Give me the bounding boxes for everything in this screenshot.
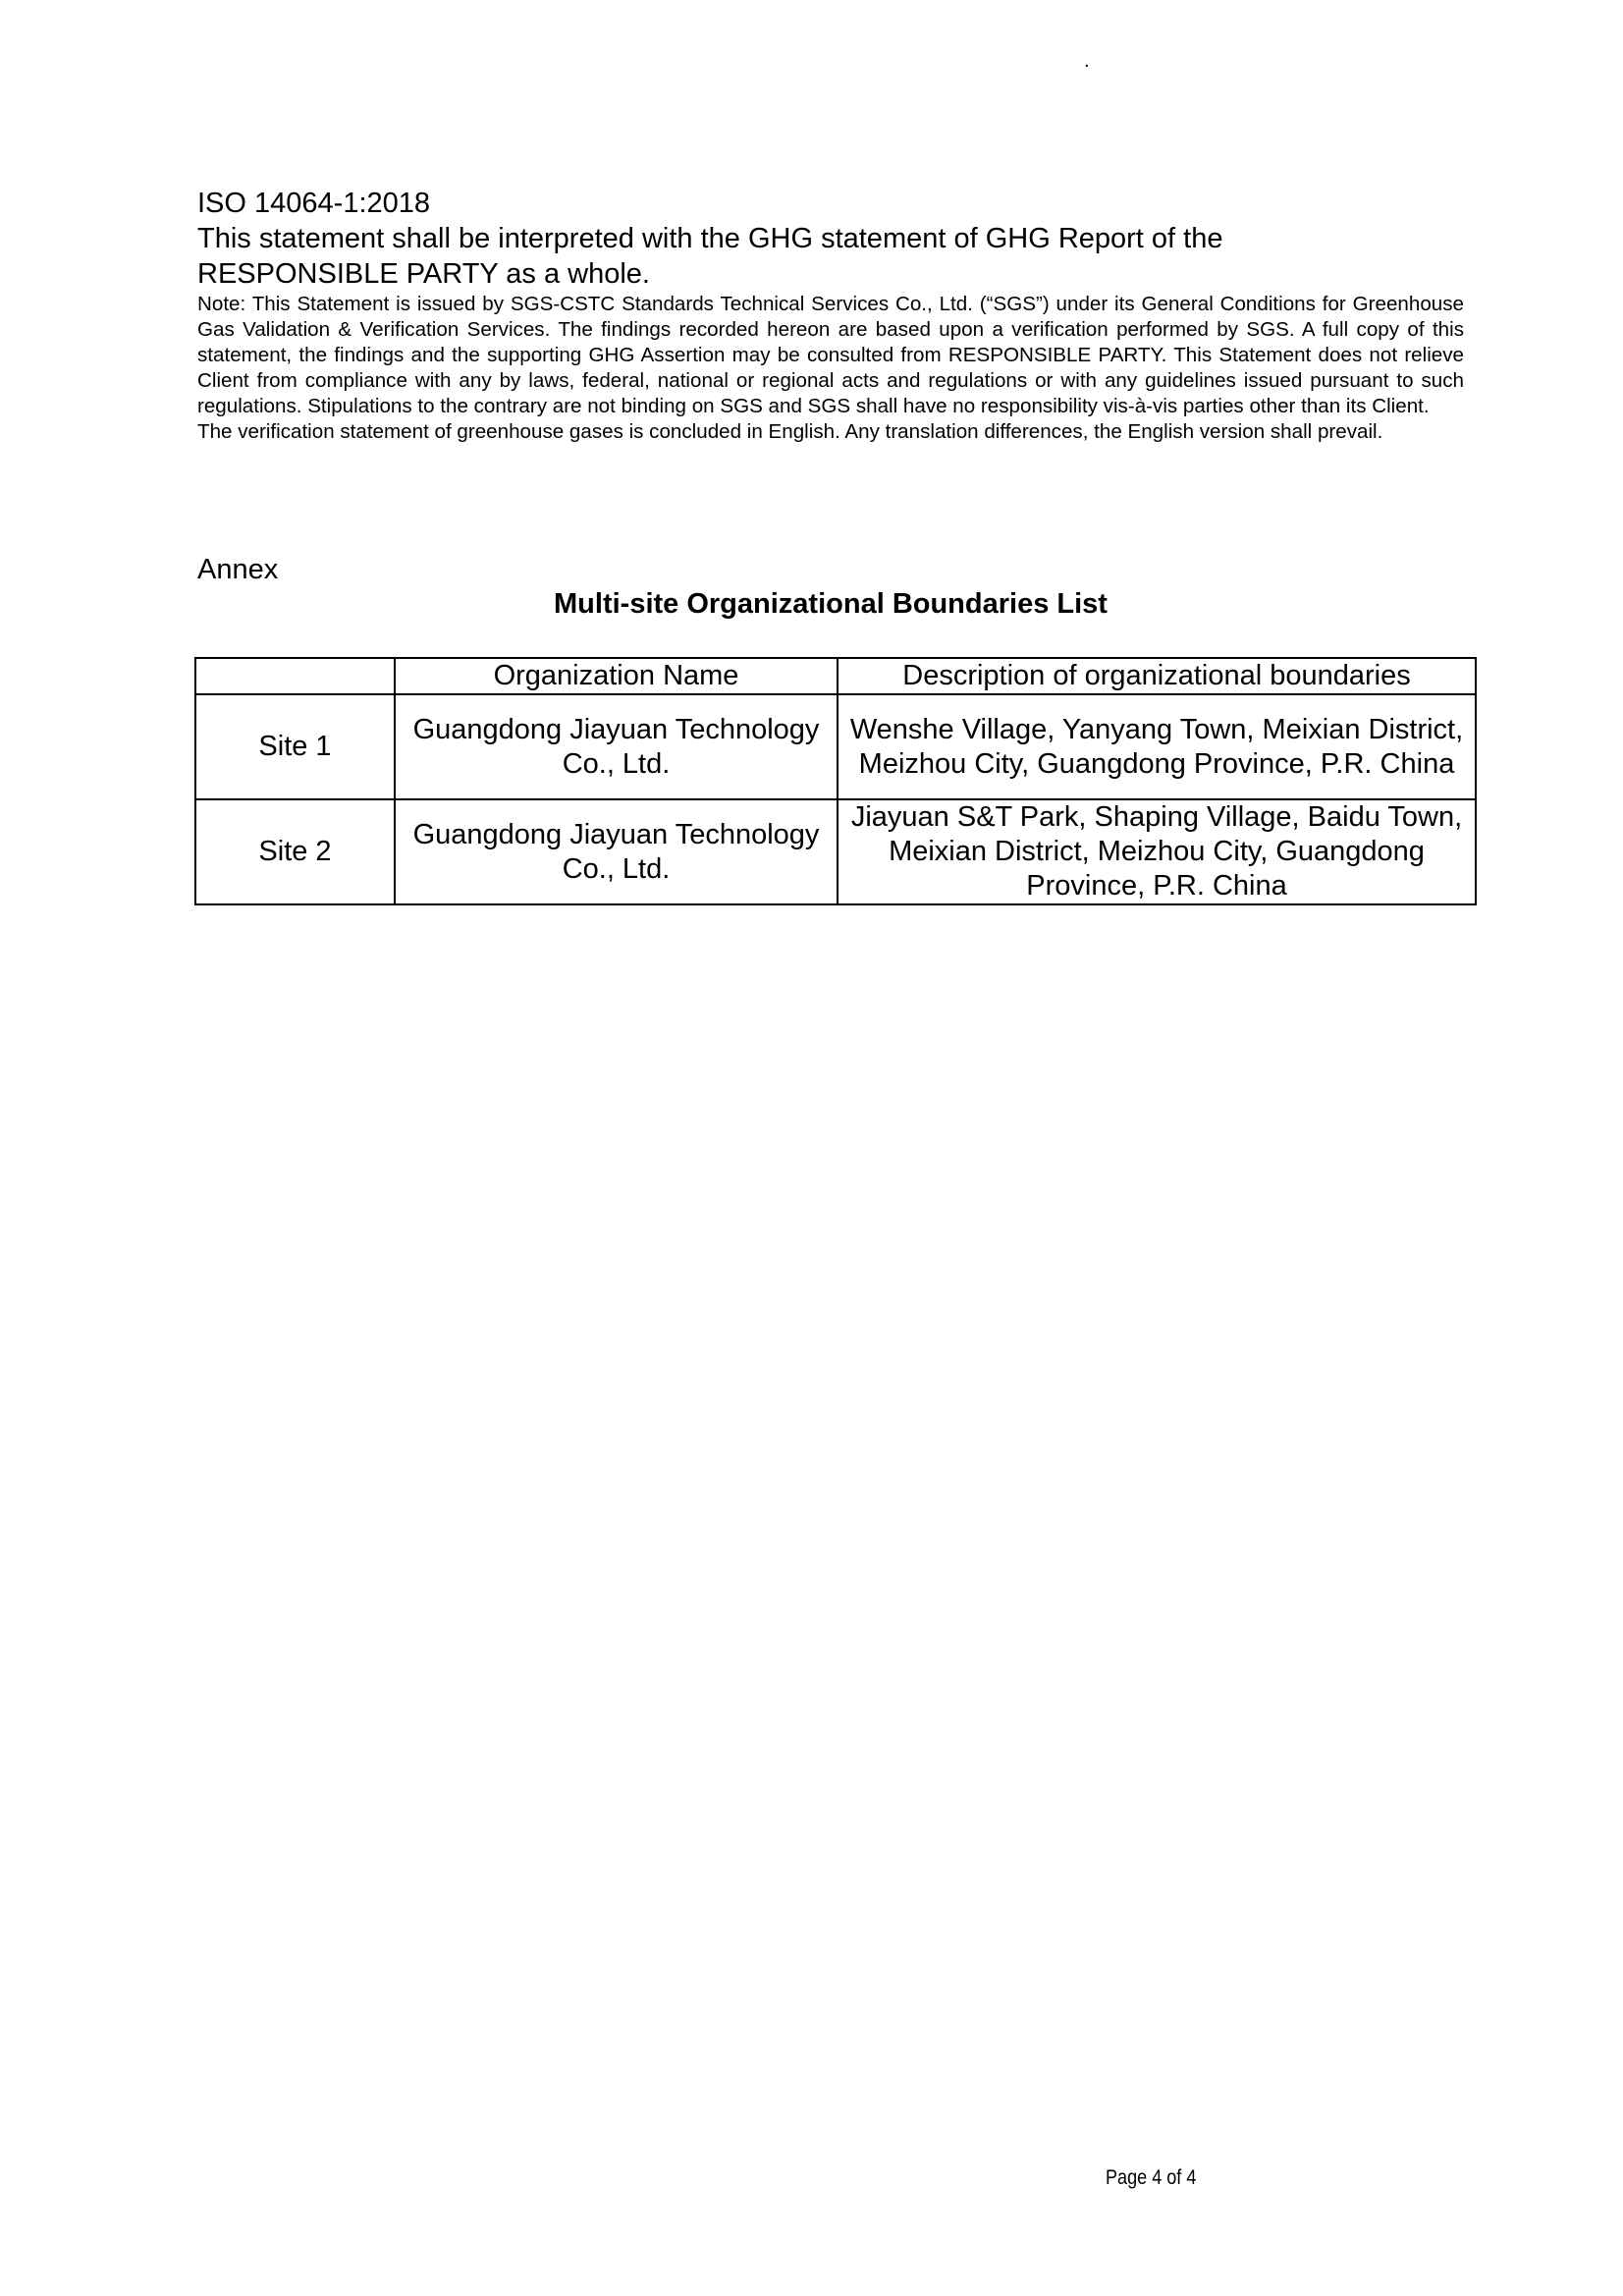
standard-reference: ISO 14064-1:2018 bbox=[197, 188, 431, 219]
header-cell-description: Description of organizational boundaries bbox=[838, 658, 1476, 694]
interpretation-line-2: RESPONSIBLE PARTY as a whole. bbox=[197, 258, 650, 290]
statement-block bbox=[197, 186, 1464, 445]
description-cell: Wenshe Village, Yanyang Town, Meixian District, Meizhou City, Guangdong Province, P.R. China bbox=[838, 694, 1476, 799]
interpretation-line-1: This statement shall be interpreted with the GHG statement of GHG Report of the bbox=[197, 223, 1223, 254]
table-row bbox=[195, 799, 1476, 904]
site-cell: Site 2 bbox=[195, 799, 395, 904]
table-row bbox=[195, 694, 1476, 799]
site-cell: Site 1 bbox=[195, 694, 395, 799]
table-title: Multi-site Organizational Boundaries List bbox=[554, 588, 1108, 620]
table-header-row bbox=[195, 658, 1476, 694]
boundaries-table bbox=[194, 657, 1477, 905]
annex-heading: Annex bbox=[197, 554, 279, 585]
organization-cell: Guangdong Jiayuan Technology Co., Ltd. bbox=[395, 694, 838, 799]
page-number: Page 4 of 4 bbox=[1106, 2166, 1197, 2189]
legal-note: Note: This Statement is issued by SGS-CSTC Standards Technical Services Co., Ltd. (“SGS”) under its General Conditions for Greenhouse Gas Validation & Verification Services. The findings recorded hereon are based upon a verification performed by SGS. A full copy of this statement, the findings and the supporting GHG Assertion may be consulted from RESPONSIBLE PARTY. This Statement does not relieve Client from compliance with any by laws, federal, national or regional acts and regulations or with any guidelines issued pursuant to such regulations. Stipulations to the contrary are not binding on SGS and SGS shall have no responsibility vis-à-vis parties other than its Client. bbox=[197, 293, 1464, 417]
translation-note: The verification statement of greenhouse gases is concluded in English. Any translation differences, the English version shall prevail. bbox=[197, 420, 1383, 443]
description-cell: Jiayuan S&T Park, Shaping Village, Baidu Town, Meixian District, Meizhou City, Guangdong Province, P.R. China bbox=[838, 799, 1476, 904]
organization-cell: Guangdong Jiayuan Technology Co., Ltd. bbox=[395, 799, 838, 904]
header-mark: . bbox=[1084, 50, 1090, 72]
header-cell-organization: Organization Name bbox=[395, 658, 838, 694]
header-cell-site bbox=[195, 658, 395, 694]
